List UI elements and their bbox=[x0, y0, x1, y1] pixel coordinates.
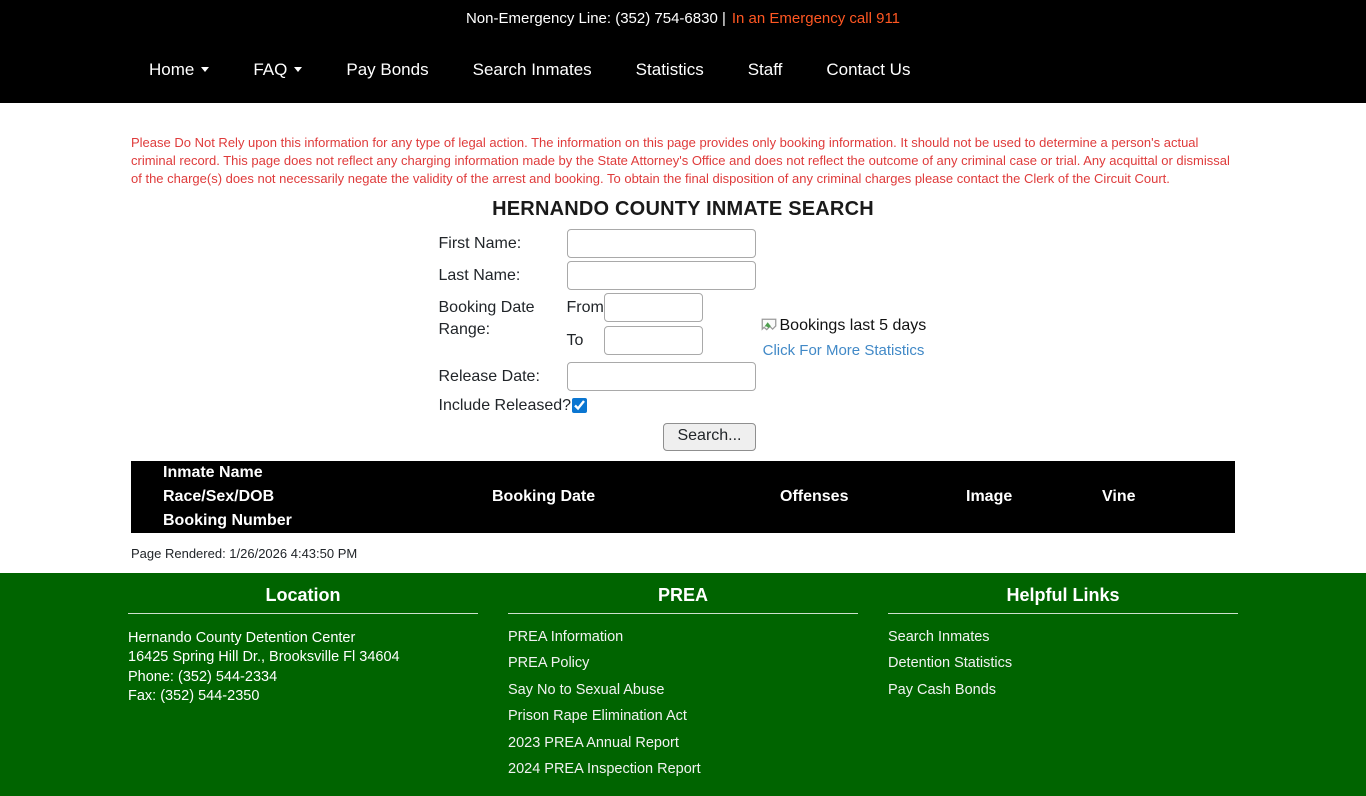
main-nav bbox=[0, 36, 1366, 103]
site-footer bbox=[0, 573, 1366, 796]
first-name-row bbox=[439, 229, 756, 258]
header-offenses: Offenses bbox=[780, 487, 849, 505]
site-header bbox=[0, 0, 1366, 103]
main-content bbox=[131, 103, 1235, 561]
footer-location-column bbox=[128, 585, 478, 788]
broken-image-icon bbox=[760, 317, 778, 335]
nav-statistics[interactable]: Statistics bbox=[635, 59, 704, 79]
prison-rape-elimination-act-link[interactable]: Prison Rape Elimination Act bbox=[508, 708, 687, 725]
page-rendered-timestamp: Page Rendered: 1/26/2026 4:43:50 PM bbox=[131, 545, 358, 561]
non-emergency-line-text: Non-Emergency Line: (352) 754-6830 | bbox=[465, 9, 726, 27]
helpful-links-heading: Helpful Links bbox=[1006, 584, 1120, 605]
bookings-stats-block bbox=[760, 229, 928, 454]
nav-home[interactable] bbox=[149, 60, 209, 80]
chevron-down-icon bbox=[294, 67, 302, 72]
booking-from-input[interactable] bbox=[604, 293, 703, 322]
detention-center-fax: Fax: (352) 544-2350 bbox=[128, 688, 260, 705]
results-table-header bbox=[131, 461, 1235, 533]
nav-faq-label: FAQ bbox=[253, 59, 288, 79]
header-image: Image bbox=[966, 487, 1013, 505]
footer-columns bbox=[128, 573, 1238, 788]
include-released-label: Include Released? bbox=[438, 396, 572, 414]
header-booking-date: Booking Date bbox=[492, 487, 596, 505]
divider bbox=[128, 613, 478, 614]
release-date-row bbox=[439, 362, 756, 391]
nav-staff[interactable]: Staff bbox=[747, 59, 783, 79]
search-button[interactable]: Search... bbox=[663, 423, 755, 451]
to-label: To bbox=[566, 331, 584, 349]
divider bbox=[888, 613, 1238, 614]
header-booking-number: Booking Number bbox=[163, 511, 292, 529]
include-released-row bbox=[439, 397, 756, 415]
footer-prea-column bbox=[508, 585, 858, 788]
from-label: From bbox=[566, 298, 604, 316]
footer-pay-cash-bonds-link[interactable]: Pay Cash Bonds bbox=[888, 681, 997, 698]
chevron-down-icon bbox=[201, 67, 209, 72]
booking-range-label: Booking Date Range: bbox=[438, 298, 535, 338]
detention-center-address: 16425 Spring Hill Dr., Brooksville Fl 34604 bbox=[128, 649, 400, 666]
header-vine: Vine bbox=[1102, 487, 1136, 505]
nav-home-label: Home bbox=[149, 59, 195, 79]
nav-faq[interactable] bbox=[253, 60, 302, 80]
search-button-row bbox=[439, 423, 756, 451]
prea-policy-link[interactable]: PREA Policy bbox=[508, 655, 590, 672]
booking-to-input[interactable] bbox=[604, 326, 703, 355]
legal-disclaimer: Please Do Not Rely upon this information for any type of legal action. The information on this page provides only booking information. It should not be used to determine a person's actual criminal record. This page does not reflect any charging information made by the State Attorney's Office and does not reflect the outcome of any criminal case or trial. Any acquittal or dismissal of the charge(s) does not necessarily negate the validity of the arrest and booking. To obtain the final disposition of any criminal charges please contact the Clerk of the Circuit Court. bbox=[131, 135, 1230, 187]
first-name-input[interactable] bbox=[567, 229, 756, 258]
first-name-label: First Name: bbox=[438, 234, 522, 252]
inmate-search-form bbox=[131, 229, 1235, 454]
location-heading: Location bbox=[265, 584, 341, 605]
booking-to-row bbox=[567, 326, 703, 355]
release-date-input[interactable] bbox=[567, 362, 756, 391]
booking-date-range-row bbox=[439, 293, 756, 359]
prea-inspection-report-2024-link[interactable]: 2024 PREA Inspection Report bbox=[508, 761, 701, 778]
page-title: HERNANDO COUNTY INMATE SEARCH bbox=[492, 197, 874, 220]
nav-search-inmates[interactable]: Search Inmates bbox=[472, 59, 592, 79]
emergency-call-text: In an Emergency call 911 bbox=[731, 9, 901, 27]
footer-search-inmates-link[interactable]: Search Inmates bbox=[888, 628, 990, 645]
more-statistics-link[interactable]: Click For More Statistics bbox=[762, 341, 925, 359]
include-released-checkbox[interactable] bbox=[572, 398, 587, 413]
form-fields bbox=[439, 229, 756, 454]
booking-range-inputs bbox=[567, 293, 703, 359]
detention-center-phone: Phone: (352) 544-2334 bbox=[128, 668, 278, 685]
nav-contact-us[interactable]: Contact Us bbox=[826, 59, 911, 79]
detention-center-name: Hernando County Detention Center bbox=[128, 629, 356, 646]
divider bbox=[508, 613, 858, 614]
emergency-topbar bbox=[0, 0, 1366, 36]
nav-pay-bonds[interactable]: Pay Bonds bbox=[346, 59, 429, 79]
header-race-sex-dob: Race/Sex/DOB bbox=[163, 487, 275, 505]
bookings-image-alt-text: Bookings last 5 days bbox=[779, 316, 927, 334]
prea-information-link[interactable]: PREA Information bbox=[508, 628, 624, 645]
prea-annual-report-2023-link[interactable]: 2023 PREA Annual Report bbox=[508, 734, 679, 751]
say-no-sexual-abuse-link[interactable]: Say No to Sexual Abuse bbox=[508, 681, 665, 698]
bookings-image-placeholder bbox=[760, 317, 928, 335]
prea-heading: PREA bbox=[657, 584, 708, 605]
results-col-inmate-info bbox=[131, 461, 492, 533]
last-name-input[interactable] bbox=[567, 261, 756, 290]
release-date-label: Release Date: bbox=[438, 367, 540, 385]
footer-helpful-links-column bbox=[888, 585, 1238, 788]
footer-detention-statistics-link[interactable]: Detention Statistics bbox=[888, 655, 1013, 672]
last-name-row bbox=[439, 261, 756, 290]
nav-inner bbox=[131, 36, 1235, 103]
booking-from-row bbox=[567, 293, 703, 322]
header-inmate-name: Inmate Name bbox=[163, 463, 263, 481]
last-name-label: Last Name: bbox=[438, 266, 521, 284]
